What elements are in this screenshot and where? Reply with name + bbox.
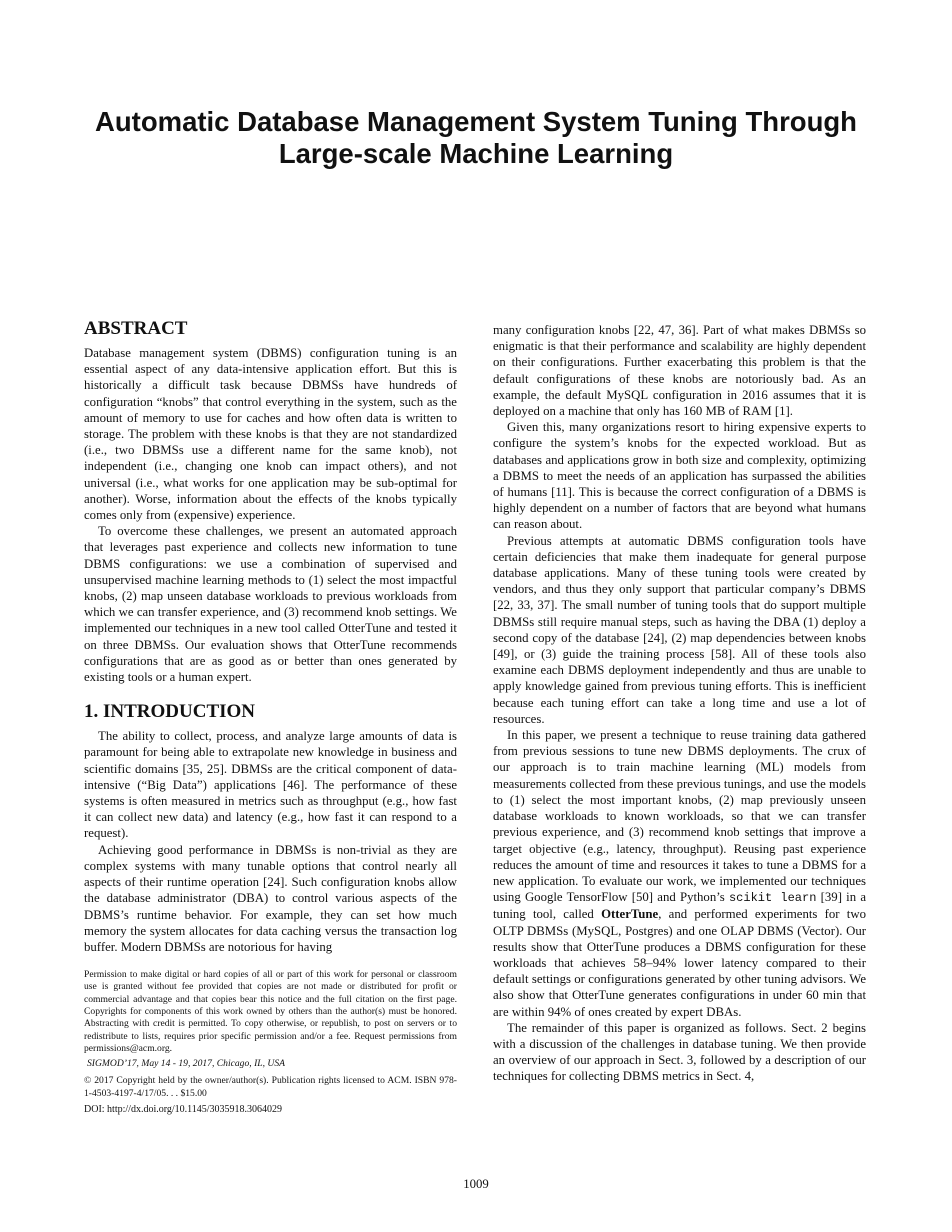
introduction-heading: 1. INTRODUCTION — [84, 701, 256, 723]
abstract-paragraph-2: To overcome these challenges, we present an automated approach that leverages past experience and collects new information to tune DBMS configurations: we use a combination of supervised and unsupervised machine learning methods to (1) select the most impactful knobs, (2) map unseen database workloads to previous workloads from which we can transfer experience, and (3) recommend knob settings. We implemented our techniques in a new tool called OtterTune and tested it on three DBMSs. Our evaluation shows that OtterTune recommends configurations that are as good as or better than ones generated by existing tools or a human expert. — [84, 524, 457, 685]
intro-paragraph-4: Previous attempts at automatic DBMS configuration tools have certain deficiencies that make them inadequate for general purpose database applications. Many of these tuning tools were created by vendors, and thus they only support that particular company’s DBMS [22, 33, 37]. The small number of tuning tools that do support multiple DBMSs still require manual steps, such as having the DBA (1) deploy a second copy of the database [24], (2) map dependencies between knobs [49], or (3) guide the training process [58]. All of these tools also examine each DBMS deployment independently and thus are unable to apply knowledge gained from previous tuning efforts. This is inefficient because each tuning effort can take a long time and use a lot of resources. — [493, 533, 866, 726]
code-scikit-learn: scikit learn — [728, 891, 817, 906]
conference-venue: SIGMOD’17, May 14 - 19, 2017, Chicago, IL, USA — [87, 1058, 285, 1070]
intro-paragraph-3: Given this, many organizations resort to hiring expensive experts to configure the system’s knobs for the expected workload. But as databases and applications grow in both size and complexity, optimizing a DBMS to meet the needs of an application has surpassed the abilities of humans [11]. This is because the correct configuration of a DBMS is highly dependent on a number of factors that are beyond what humans can reason about. — [493, 420, 866, 532]
right-column — [493, 322, 866, 1085]
copyright-notice: © 2017 Copyright held by the owner/author(s). Publication rights licensed to ACM. ISBN 978-1-4503-4197-4/17/05. . . $15.00 — [84, 1075, 457, 1099]
doi-link[interactable]: DOI: http://dx.doi.org/10.1145/3035918.3064029 — [84, 1104, 283, 1116]
intro-paragraph-5 — [493, 727, 866, 1020]
intro-p5-part-c: , and performed experiments for two OLTP DBMSs (MySQL, Postgres) and one OLAP DBMS (Vector). Our results show that OtterTune produces a DBMS configuration for these workloads that achieves 58–94% lower latency compared to their default settings or configurations generated by other tuning advisors. We also show that OtterTune generates configurations in under 60 min that are within 94% of ones created by expert DBAs. — [493, 907, 867, 1019]
intro-paragraph-1: The ability to collect, process, and analyze large amounts of data is paramount for being able to extrapolate new knowledge in business and scientific domains [35, 25]. DBMSs are the critical component of data-intensive (“Big Data”) applications [46]. The performance of these systems is often measured in metrics such as throughput (e.g., how fast it can collect new data) and latency (e.g., how fast it can respond to a request). — [84, 729, 457, 841]
left-column — [84, 318, 457, 1116]
intro-p5-part-a: In this paper, we present a technique to reuse training data gathered from previous sessions to tune new DBMS deployments. The crux of our approach is to train machine learning (ML) models from measurements collected from these previous tunings, and use the models to (1) select the most important knobs, (2) map previously unseen database workloads to known workloads, so that we can transfer previous experience, and (3) recommend knob settings that improve a target objective (e.g., latency, throughput). Reusing past experience reduces the amount of time and resources it takes to tune a DBMS for a new application. To evaluate our work, we implemented our techniques using Google TensorFlow [50] and Python’s — [493, 728, 866, 905]
tool-name-ottertune: OtterTune — [601, 907, 659, 922]
intro-p5-part-b: [39] in a tuning tool, called — [493, 890, 867, 922]
abstract-heading: ABSTRACT — [84, 318, 188, 339]
title-line-1: Automatic Database Management System Tuning Through — [95, 106, 857, 137]
permission-notice: Permission to make digital or hard copies of all or part of this work for personal or classroom use is granted without fee provided that copies are not made or distributed for profit or commercial advantage and that copies bear this notice and the full citation on the first page. Copyrights for components of this work owned by others than the author(s) must be honored. Abstracting with credit is permitted. To copy otherwise, or republish, to post on servers or to redistribute to lists, requires prior specific permission and/or a fee. Request permissions from permissions@acm.org. — [84, 969, 457, 1054]
paper-title — [60, 106, 892, 170]
title-line-2: Large-scale Machine Learning — [278, 138, 674, 169]
abstract-paragraph-1: Database management system (DBMS) configuration tuning is an essential aspect of any data-intensive application effort. But this is historically a difficult task because DBMSs have hundreds of configuration “knobs” that control everything in the system, such as the amount of memory to use for caches and how often data is written to storage. The problem with these knobs is that they are not standardized (i.e., two DBMSs use a different name for the same knob), not independent (i.e., changing one knob can impact others), and not universal (i.e., what works for one application may be sub-optimal for another). Worse, information about the effects of the knobs typically comes only from (expensive) experience. — [84, 346, 457, 523]
intro-paragraph-2-continued: many configuration knobs [22, 47, 36]. Part of what makes DBMSs so enigmatic is that their performance and scalability are highly dependent on their configurations. Further exacerbating this problem is that the default configurations of these knobs are notoriously bad. As an example, the default MySQL configuration in 2016 assumes that it is deployed on a machine that only has 160 MB of RAM [1]. — [493, 323, 866, 419]
intro-paragraph-2: Achieving good performance in DBMSs is non-trivial as they are complex systems with many tunable options that control nearly all aspects of their runtime operation [24]. Such configuration knobs allow the database administrator (DBA) to control various aspects of the DBMS’s runtime behavior. For example, they can set how much memory the system allocates for data caching versus the transaction log buffer. Modern DBMSs are notorious for having — [84, 842, 457, 954]
permission-footnote — [84, 969, 457, 1116]
intro-paragraph-6: The remainder of this paper is organized as follows. Sect. 2 begins with a discussion of the challenges in database tuning. We then provide an overview of our approach in Sect. 3, followed by a description of our techniques for collecting DBMS metrics in Sect. 4, — [493, 1020, 866, 1084]
page-number: 1009 — [463, 1177, 489, 1191]
